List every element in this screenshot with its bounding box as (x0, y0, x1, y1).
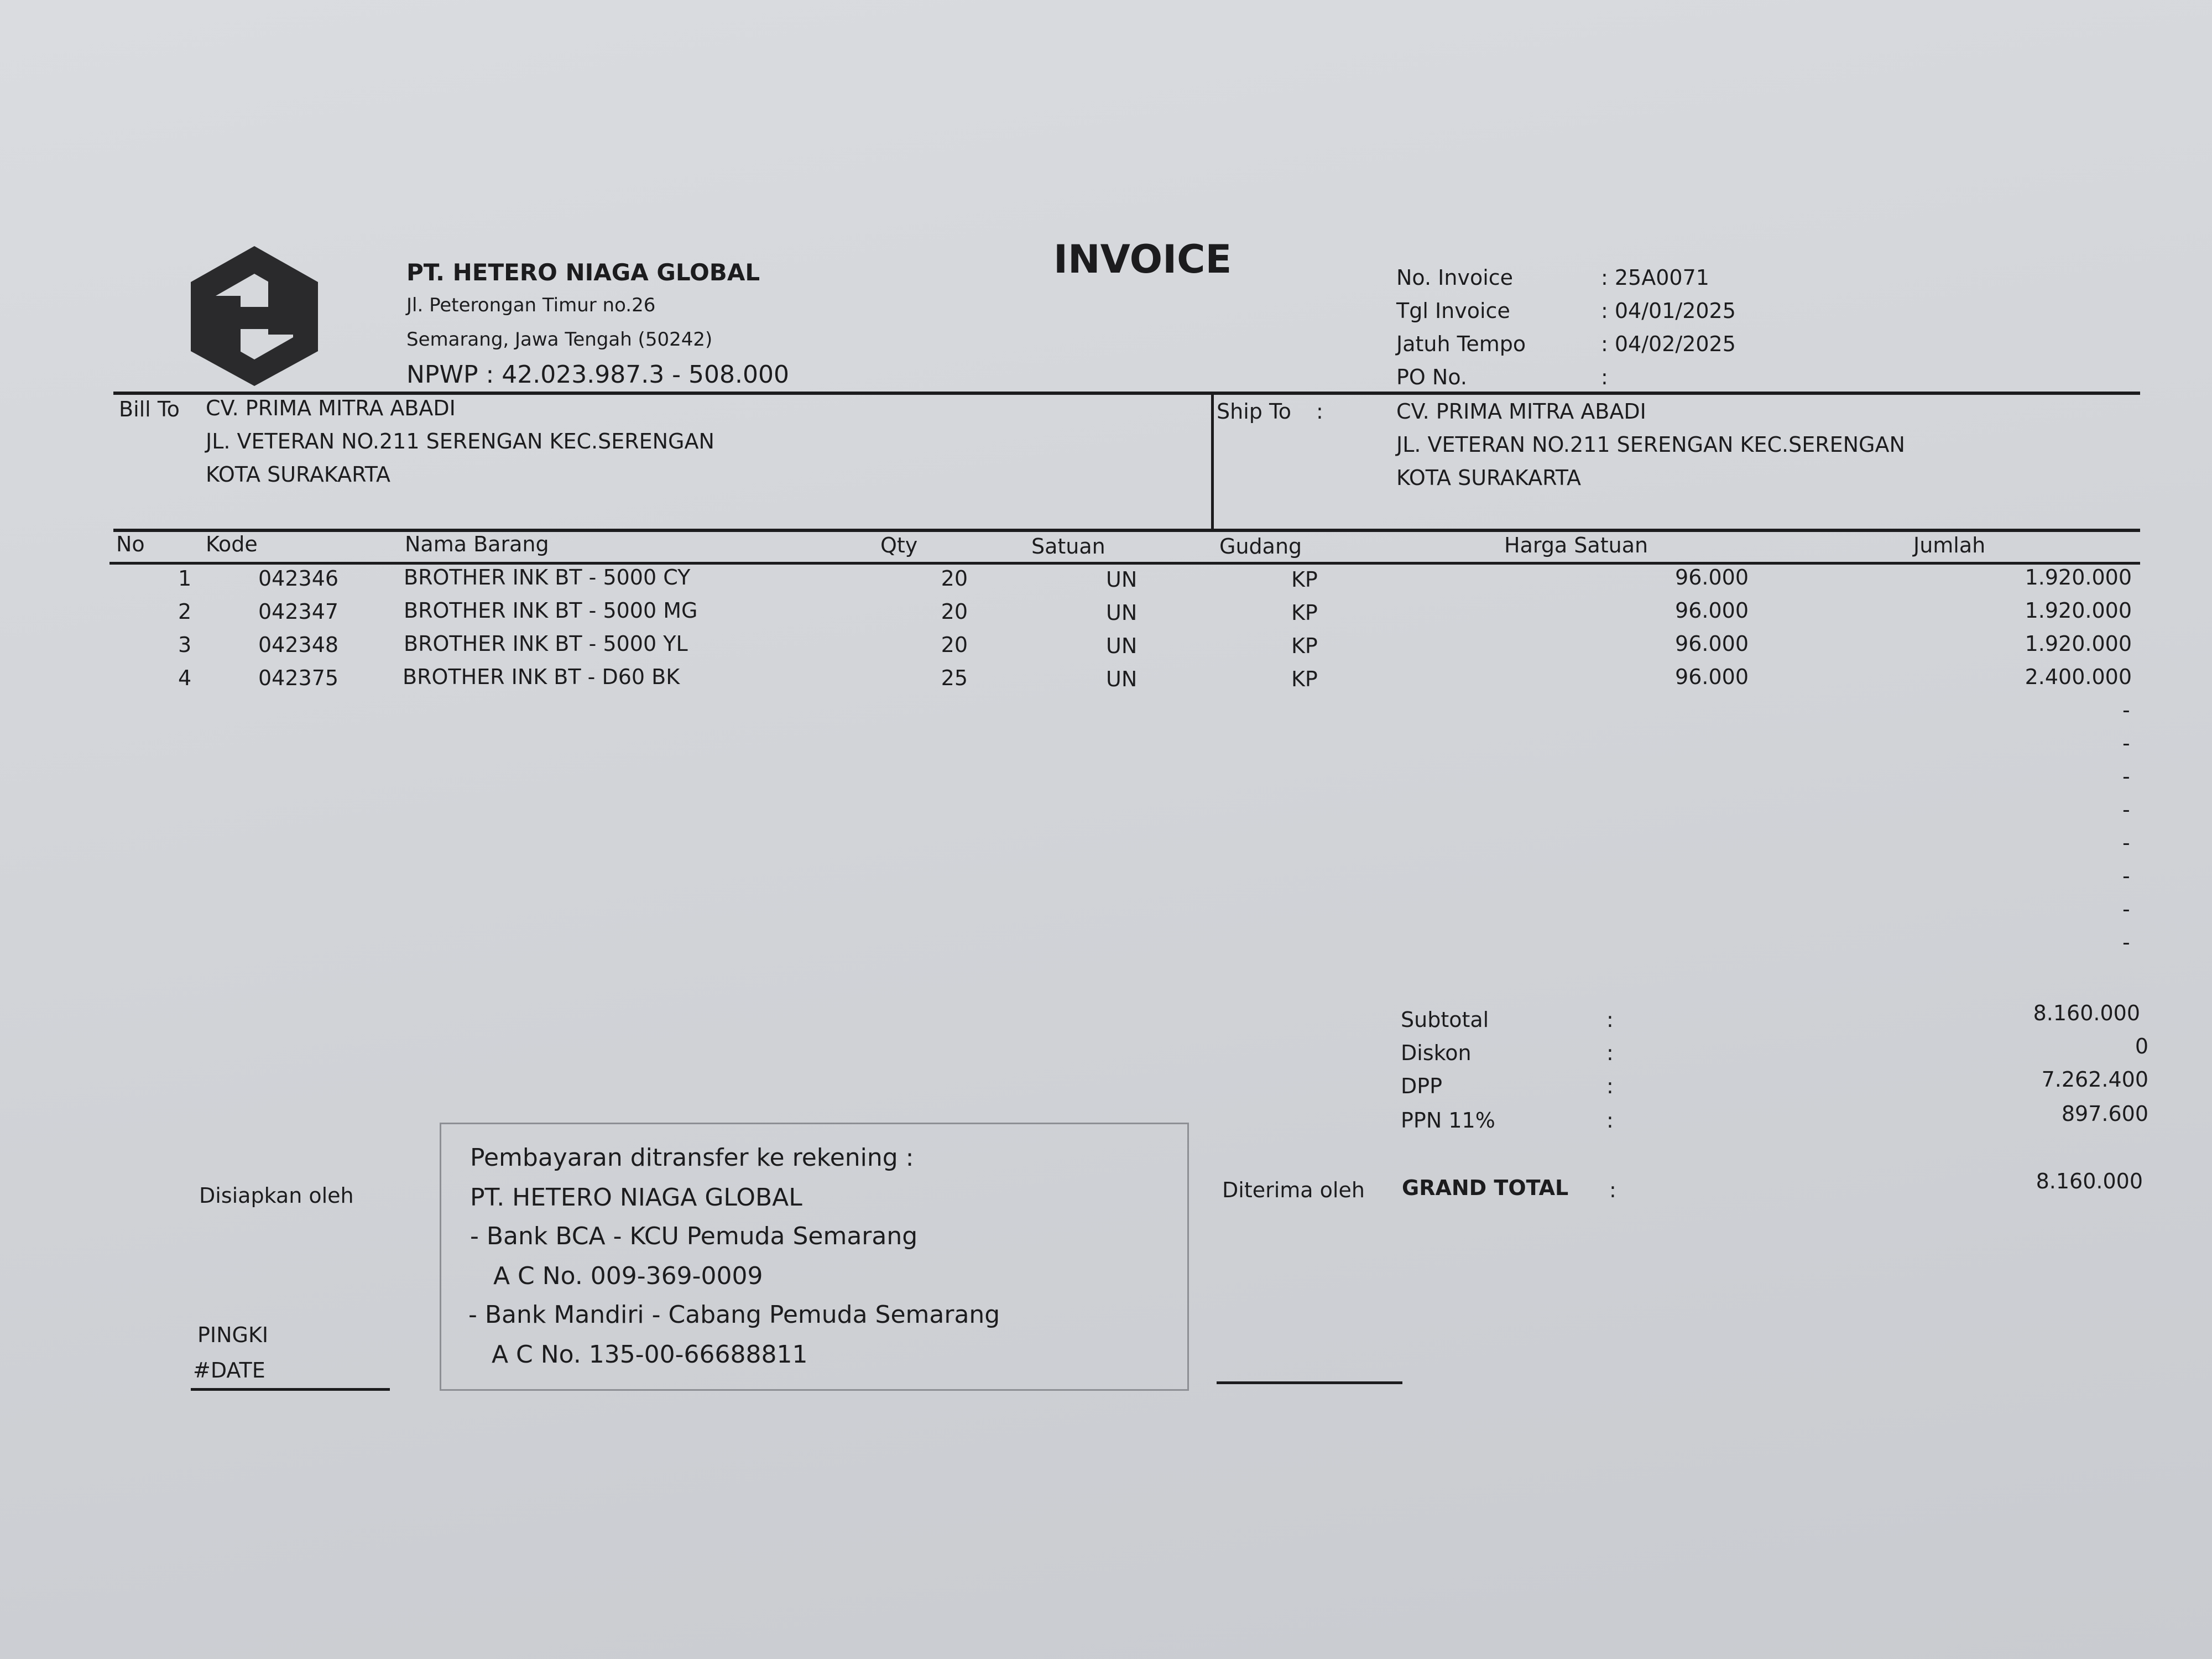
cell-harga: 96.000 (1675, 665, 1749, 689)
received-by-label: Diterima oleh (1222, 1178, 1365, 1202)
prepared-by-label: Disiapkan oleh (199, 1183, 354, 1208)
header-rule (113, 392, 2140, 395)
empty-mark: - (2122, 731, 2130, 755)
prepared-by-name: PINGKI (197, 1323, 269, 1347)
address-divider (1211, 394, 1214, 531)
empty-mark: - (2122, 864, 2130, 888)
meta-value: : 25A0071 (1601, 265, 1709, 290)
prepared-signature-line (191, 1388, 390, 1391)
company-address-1: Jl. Peterongan Timur no.26 (406, 294, 656, 316)
cell-gudang: KP (1291, 567, 1318, 592)
cell-jumlah: 2.400.000 (2025, 665, 2132, 689)
cell-nama: BROTHER INK BT - 5000 CY (404, 565, 691, 589)
meta-label: Tgl Invoice (1396, 299, 1510, 323)
ship-to-colon: : (1316, 399, 1323, 424)
cell-qty: 20 (941, 566, 968, 591)
cell-no: 4 (178, 666, 192, 690)
cell-qty: 25 (941, 666, 968, 690)
cell-no: 2 (178, 599, 192, 624)
total-value: 8.160.000 (2033, 1001, 2140, 1025)
meta-label: PO No. (1396, 365, 1467, 389)
cell-jumlah: 1.920.000 (2025, 598, 2132, 623)
cell-gudang: KP (1291, 667, 1318, 691)
ship-to-line: CV. PRIMA MITRA ABADI (1396, 399, 1646, 424)
col-header-qty: Qty (880, 533, 918, 557)
meta-label: Jatuh Tempo (1396, 332, 1526, 356)
total-label: Subtotal (1401, 1008, 1489, 1032)
ship-to-label: Ship To (1217, 399, 1291, 424)
bill-to-line: CV. PRIMA MITRA ABADI (206, 396, 456, 420)
cell-no: 3 (178, 633, 192, 657)
col-header-kode: Kode (206, 532, 258, 556)
total-colon: : (1606, 1008, 1614, 1032)
cell-jumlah: 1.920.000 (2025, 632, 2132, 656)
cell-kode: 042347 (258, 599, 339, 624)
cell-qty: 20 (941, 599, 968, 624)
bank-info-line: - Bank BCA - KCU Pemuda Semarang (470, 1222, 918, 1250)
total-label: PPN 11% (1401, 1108, 1495, 1133)
col-header-jumlah: Jumlah (1913, 533, 1986, 557)
total-colon: : (1606, 1108, 1614, 1133)
cell-nama: BROTHER INK BT - 5000 YL (404, 632, 688, 656)
ship-to-line: JL. VETERAN NO.211 SERENGAN KEC.SERENGAN (1396, 432, 1905, 457)
col-header-gudang: Gudang (1219, 534, 1302, 559)
cell-satuan: UN (1106, 601, 1138, 625)
cell-harga: 96.000 (1675, 565, 1749, 589)
cell-nama: BROTHER INK BT - 5000 MG (404, 598, 698, 623)
received-signature-line (1217, 1381, 1402, 1384)
empty-mark: - (2122, 797, 2130, 822)
company-address-2: Semarang, Jawa Tengah (50242) (406, 328, 713, 351)
meta-value: : (1601, 365, 1608, 389)
cell-satuan: UN (1106, 667, 1138, 691)
grand-total-colon: : (1609, 1178, 1616, 1202)
prepared-by-date: #DATE (193, 1358, 265, 1383)
total-colon: : (1606, 1074, 1614, 1098)
col-header-harga: Harga Satuan (1504, 533, 1648, 557)
meta-value: : 04/02/2025 (1601, 332, 1736, 356)
total-value: 897.600 (2061, 1102, 2148, 1126)
bank-info-line: A C No. 135-00-66688811 (468, 1340, 808, 1369)
empty-mark: - (2122, 831, 2130, 855)
bill-to-line: KOTA SURAKARTA (206, 462, 391, 487)
company-npwp: NPWP : 42.023.987.3 - 508.000 (406, 361, 789, 389)
col-header-nama: Nama Barang (405, 532, 549, 556)
cell-kode: 042348 (258, 633, 339, 657)
company-name: PT. HETERO NIAGA GLOBAL (406, 259, 760, 286)
total-value: 7.262.400 (2041, 1067, 2148, 1092)
total-colon: : (1606, 1041, 1614, 1065)
cell-qty: 20 (941, 633, 968, 657)
empty-mark: - (2122, 897, 2130, 921)
total-label: DPP (1401, 1074, 1443, 1098)
empty-mark: - (2122, 764, 2130, 789)
col-header-satuan: Satuan (1031, 534, 1105, 559)
grand-total-label: GRAND TOTAL (1402, 1176, 1569, 1200)
bank-info-line: PT. HETERO NIAGA GLOBAL (470, 1183, 802, 1212)
cell-nama: BROTHER INK BT - D60 BK (403, 665, 680, 689)
cell-jumlah: 1.920.000 (2025, 565, 2132, 589)
bill-to-label: Bill To (119, 397, 180, 421)
meta-value: : 04/01/2025 (1601, 299, 1736, 323)
bank-info-line: A C No. 009-369-0009 (470, 1262, 763, 1290)
total-label: Diskon (1401, 1041, 1472, 1065)
cell-no: 1 (178, 566, 192, 591)
ship-to-line: KOTA SURAKARTA (1396, 466, 1582, 490)
meta-label: No. Invoice (1396, 265, 1514, 290)
cell-gudang: KP (1291, 634, 1318, 658)
cell-harga: 96.000 (1675, 598, 1749, 623)
hexagon-h-logo-icon (182, 243, 326, 387)
empty-mark: - (2122, 930, 2130, 954)
cell-harga: 96.000 (1675, 632, 1749, 656)
cell-satuan: UN (1106, 567, 1138, 592)
bill-to-line: JL. VETERAN NO.211 SERENGAN KEC.SERENGAN (206, 429, 714, 453)
bank-info-line: Pembayaran ditransfer ke rekening : (470, 1144, 914, 1172)
document-title: INVOICE (1053, 237, 1232, 282)
bank-info-line: - Bank Mandiri - Cabang Pemuda Semarang (468, 1301, 1000, 1329)
cell-gudang: KP (1291, 601, 1318, 625)
total-value: 0 (2135, 1034, 2148, 1058)
table-header-rule (109, 562, 2140, 565)
cell-kode: 042375 (258, 666, 339, 690)
col-header-no: No (116, 532, 145, 556)
grand-total-value: 8.160.000 (2036, 1169, 2143, 1193)
empty-mark: - (2122, 698, 2130, 722)
cell-satuan: UN (1106, 634, 1138, 658)
cell-kode: 042346 (258, 566, 339, 591)
